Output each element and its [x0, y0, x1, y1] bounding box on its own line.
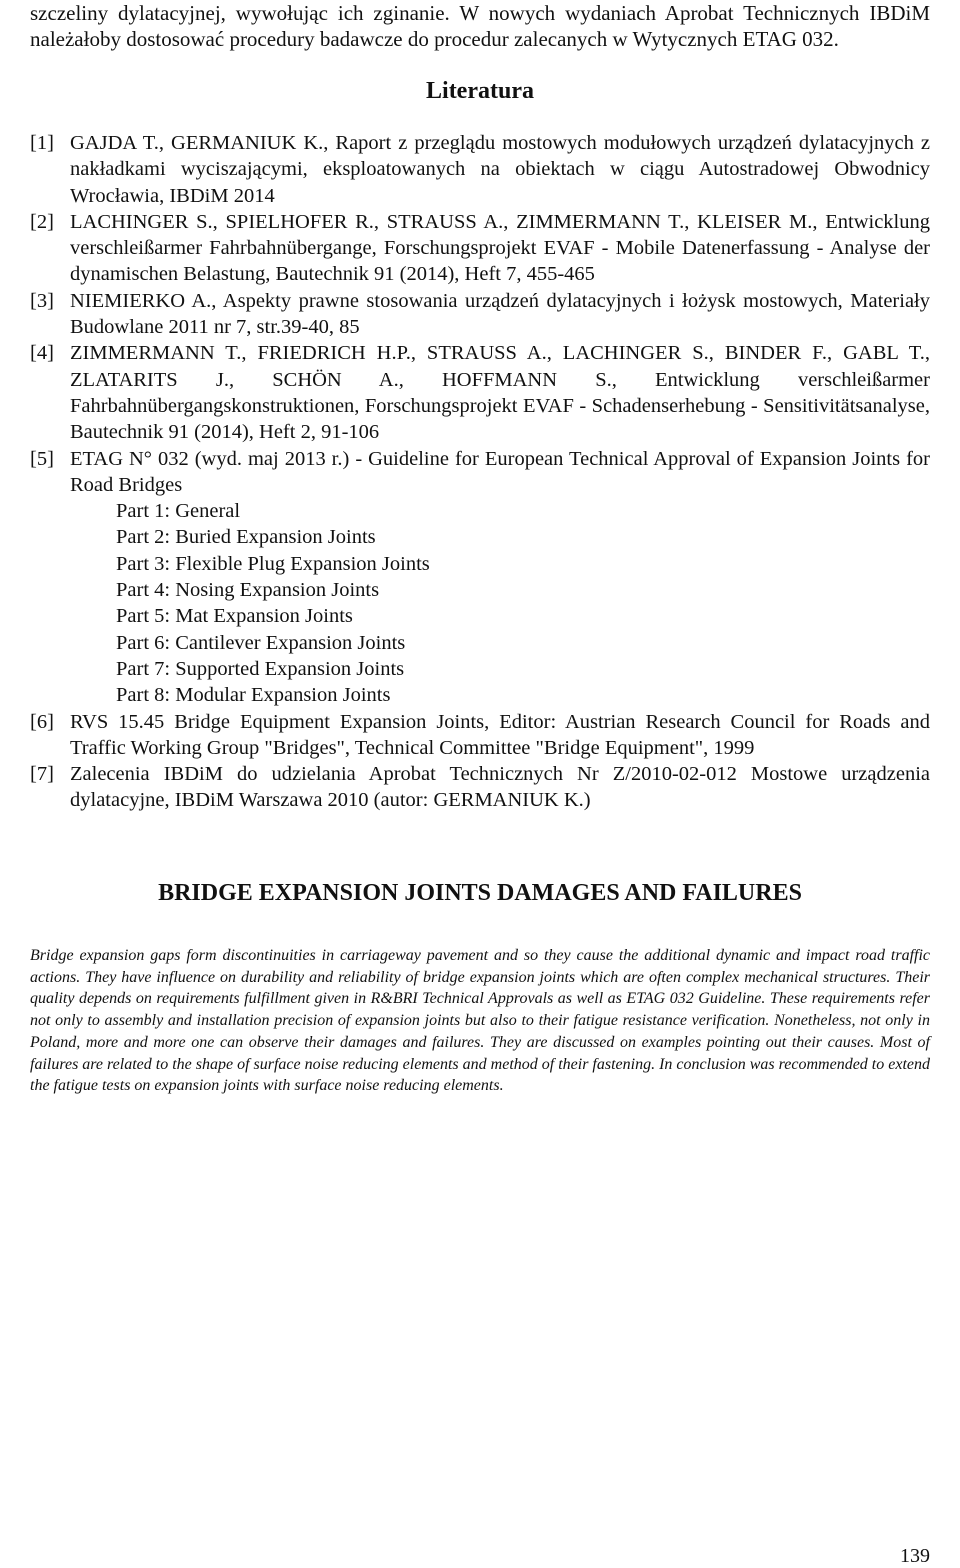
reference-item	[30, 761, 930, 814]
reference-text: RVS 15.45 Bridge Equipment Expansion Joints, Editor: Austrian Research Council for Roads and Traffic Working Group "Bridges", Technical Committee "Bridge Equipment", 1999	[70, 710, 930, 759]
reference-text: ZIMMERMANN T., FRIEDRICH H.P., STRAUSS A., LACHINGER S., BINDER F., GABL T., ZLATARITS J., SCHÖN A., HOFFMANN S., Entwicklung verschleißarmer Fahrbahnübergangskonstruktionen, Forschungsprojekt EVAF - Schadenserhebung - Sensitivitätsanalyse, Bautechnik 91 (2014), Heft 2, 91-106	[70, 342, 930, 444]
reference-list	[30, 130, 930, 814]
page-number: 139	[900, 1545, 930, 1567]
etag-part: Part 3: Flexible Plug Expansion Joints	[116, 552, 430, 575]
reference-item	[30, 709, 930, 762]
etag-part: Part 8: Modular Expansion Joints	[116, 684, 391, 707]
etag-part: Part 5: Mat Expansion Joints	[116, 605, 353, 628]
etag-part: Part 7: Supported Expansion Joints	[116, 657, 405, 680]
intro-text: szczeliny dylatacyjnej, wywołując ich zginanie. W nowych wydaniach Aprobat Technicznych IBDiM należałoby dostosować procedury badawcze do procedur zalecanych w Wytycznych ETAG 032.	[30, 1, 930, 51]
etag-part: Part 6: Cantilever Expansion Joints	[116, 631, 406, 654]
reference-item	[30, 209, 930, 288]
reference-text: LACHINGER S., SPIELHOFER R., STRAUSS A., ZIMMERMANN T., KLEISER M., Entwicklung verschleißarmer Fahrbahnübergange, Forschungsprojekt EVAF - Mobile Datenerfassung - Analyse der dynamischen Belastung, Bautechnik 91 (2014), Heft 7, 455-465	[70, 210, 930, 286]
reference-item	[30, 340, 930, 445]
reference-number: [6]	[30, 710, 54, 733]
reference-text: ETAG N° 032 (wyd. maj 2013 r.) - Guideline for European Technical Approval of Expansion Joints for Road Bridges	[70, 447, 930, 496]
reference-text: GAJDA T., GERMANIUK K., Raport z przeglądu mostowych modułowych urządzeń dylatacyjnych z nakładkami wyciszającymi, eksploatowanych na obiektach w ciągu Autostradowej Obwodnicy Wrocławia, IBDiM 2014	[70, 132, 930, 207]
reference-item	[30, 446, 930, 709]
etag-part: Part 2: Buried Expansion Joints	[116, 526, 376, 549]
reference-number: [5]	[30, 447, 54, 470]
reference-number: [2]	[30, 210, 54, 233]
reference-number: [1]	[30, 132, 54, 154]
intro-paragraph	[30, 0, 930, 52]
reference-number: [7]	[30, 763, 54, 786]
etag-part: Part 1: General	[116, 500, 241, 523]
literature-heading: Literatura	[426, 78, 534, 104]
reference-text: NIEMIERKO A., Aspekty prawne stosowania urządzeń dylatacyjnych i łożysk mostowych, Materiały Budowlane 2011 nr 7, str.39-40, 85	[70, 289, 930, 339]
etag-part: Part 4: Nosing Expansion Joints	[116, 579, 380, 602]
etag-parts-list	[70, 498, 930, 708]
reference-number: [3]	[30, 289, 54, 312]
reference-item	[30, 130, 930, 209]
english-abstract: Bridge expansion gaps form discontinuities in carriageway pavement and so they cause the additional dynamic and impact road traffic actions. They have influence on durability and reliability of bridge expansion joints which are often complex mechanical structures. Their quality depends on requirements fulfillment given in R&BRI Technical Approvals as well as ETAG 032 Guideline. These requirements refer not only to assembly and installation precision of expansion joints but also to their fatigue resistance verification. Nonetheless, not only in Poland, more and more one can observe their damages and failures. They are discussed on examples pointing out their causes. Most of failures are related to the shape of surface noise reducing elements and method of their fastening. In conclusion was recommended to extend the fatigue tests on expansion joints with surface noise reducing elements.	[30, 947, 930, 1095]
reference-item	[30, 288, 930, 341]
reference-text: Zalecenia IBDiM do udzielania Aprobat Technicznych Nr Z/2010-02-012 Mostowe urządzenia dylatacyjne, IBDiM Warszawa 2010 (autor: GERMANIUK K.)	[70, 763, 930, 812]
english-title: BRIDGE EXPANSION JOINTS DAMAGES AND FAILURES	[158, 880, 802, 906]
reference-number: [4]	[30, 342, 54, 365]
